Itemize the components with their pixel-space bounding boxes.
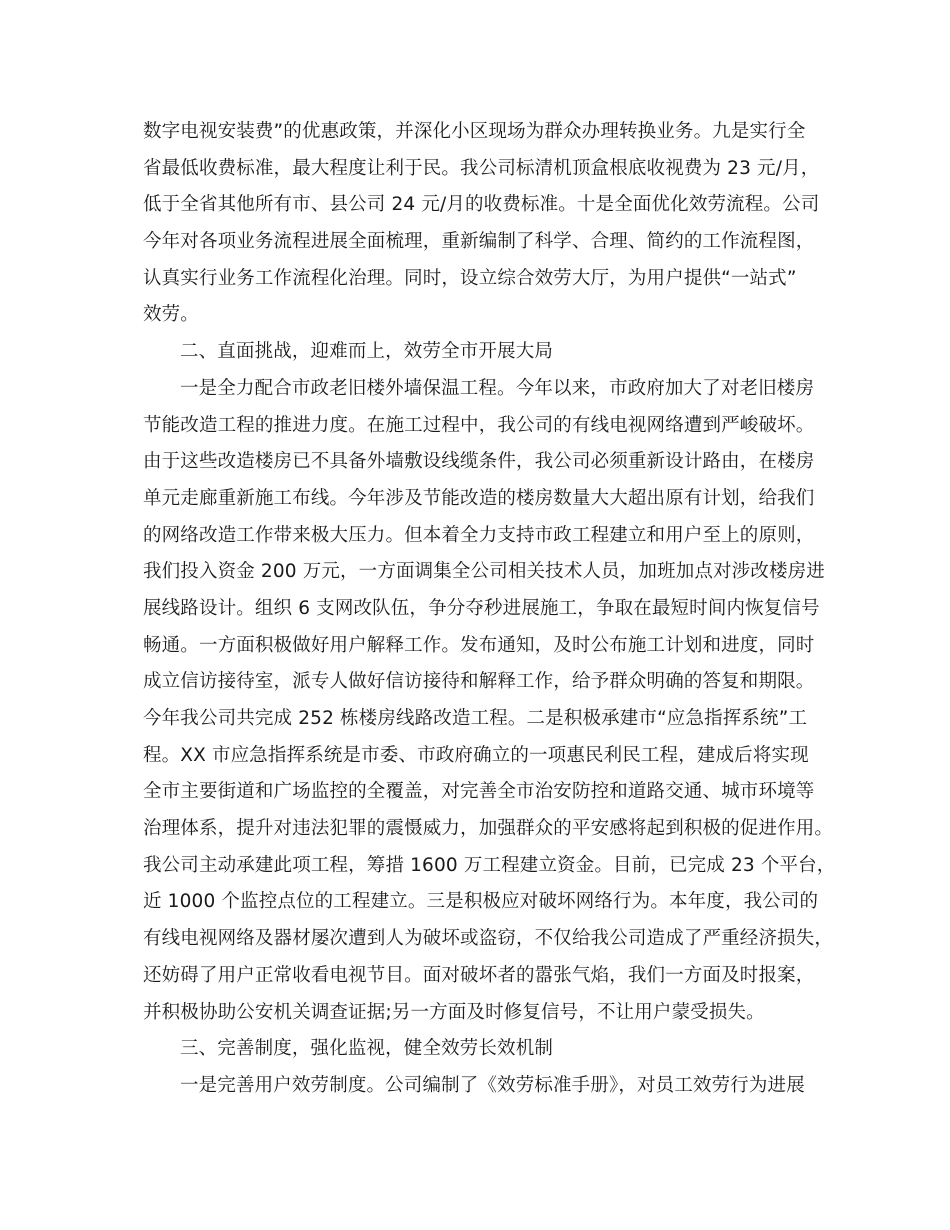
text-line: 还妨碍了用户正常收看电视节目。面对破坏者的嚣张气焰，我们一方面及时报案， [143,964,815,986]
paragraph-first-line: 三、完善制度，强化监视，健全效劳长效机制 [180,1038,554,1060]
text-line: 单元走廊重新施工布线。今年涉及节能改造的楼房数量大大超出原有计划，给我们 [143,487,815,509]
text-line: 我们投入资金 200 万元，一方面调集全公司相关技术人员，加班加点对涉改楼房进 [143,561,825,583]
text-line: 由于这些改造楼房已不具备外墙敷设线缆条件，我公司必须重新设计路由，在楼房 [143,451,815,473]
text-line: 有线电视网络及器材屡次遭到人为破坏或盗窃，不仅给我公司造成了严重经济损失， [143,928,834,950]
text-line: 今年对各项业务流程进展全面梳理，重新编制了科学、合理、简约的工作流程图， [143,231,815,253]
text-line: 治理体系，提升对违法犯罪的震慑威力，加强群众的平安感将起到积极的促进作用。 [143,818,834,840]
text-line: 低于全省其他所有市、县公司 24 元/月的收费标准。十是全面优化效劳流程。公司 [143,194,820,216]
text-line: 并积极协助公安机关调查证据;另一方面及时修复信号，不让用户蒙受损失。 [143,1001,765,1023]
document-body [143,114,843,1105]
text-line: 数字电视安装费”的优惠政策，并深化小区现场为群众办理转换业务。九是实行全 [143,121,806,142]
paragraph-first-line: 一是完善用户效劳制度。公司编制了《效劳标准手册》，对员工效劳行为进展 [180,1074,805,1096]
text-line: 展线路设计。组织 6 支网改队伍，争分夺秒进展施工，争取在最短时间内恢复信号 [143,597,820,619]
text-line: 程。XX 市应急指挥系统是市委、市政府确立的一项惠民利民工程，建成后将实现 [143,744,809,766]
paragraph-first-line: 二、直面挑战，迎难而上，效劳全市开展大局 [180,341,554,363]
text-line: 近 1000 个监控点位的工程建立。三是积极应对破坏网络行为。本年度，我公司的 [143,891,819,913]
text-line: 畅通。一方面积极做好用户解释工作。发布通知，及时公布施工计划和进度，同时 [143,634,815,656]
text-line: 全市主要街道和广场监控的全覆盖，对完善全市治安防控和道路交通、城市环境等 [143,781,815,803]
text-line: 成立信访接待室，派专人做好信访接待和解释工作，给予群众明确的答复和期限。 [143,671,815,693]
paragraph-first-line: 一是全力配合市政老旧楼外墙保温工程。今年以来，市政府加大了对老旧楼房 [180,377,815,399]
text-line: 省最低收费标准，最大程度让利于民。我公司标清机顶盒根底收视费为 23 元/月， [143,157,820,179]
text-line: 我公司主动承建此项工程，筹措 1600 万工程建立资金。目前，已完成 23 个平台， [143,854,836,876]
text-line: 今年我公司共完成 252 栋楼房线路改造工程。二是积极承建市“应急指挥系统”工 [143,708,808,729]
text-line: 节能改造工程的推进力度。在施工过程中，我公司的有线电视网络遭到严峻破坏。 [143,414,815,436]
text-line: 效劳。 [143,304,199,326]
text-line: 的网络改造工作带来极大压力。但本着全力支持市政工程建立和用户至上的原则， [143,524,815,546]
text-line: 认真实行业务工作流程化治理。同时，设立综合效劳大厅，为用户提供“一站式” [143,267,797,289]
